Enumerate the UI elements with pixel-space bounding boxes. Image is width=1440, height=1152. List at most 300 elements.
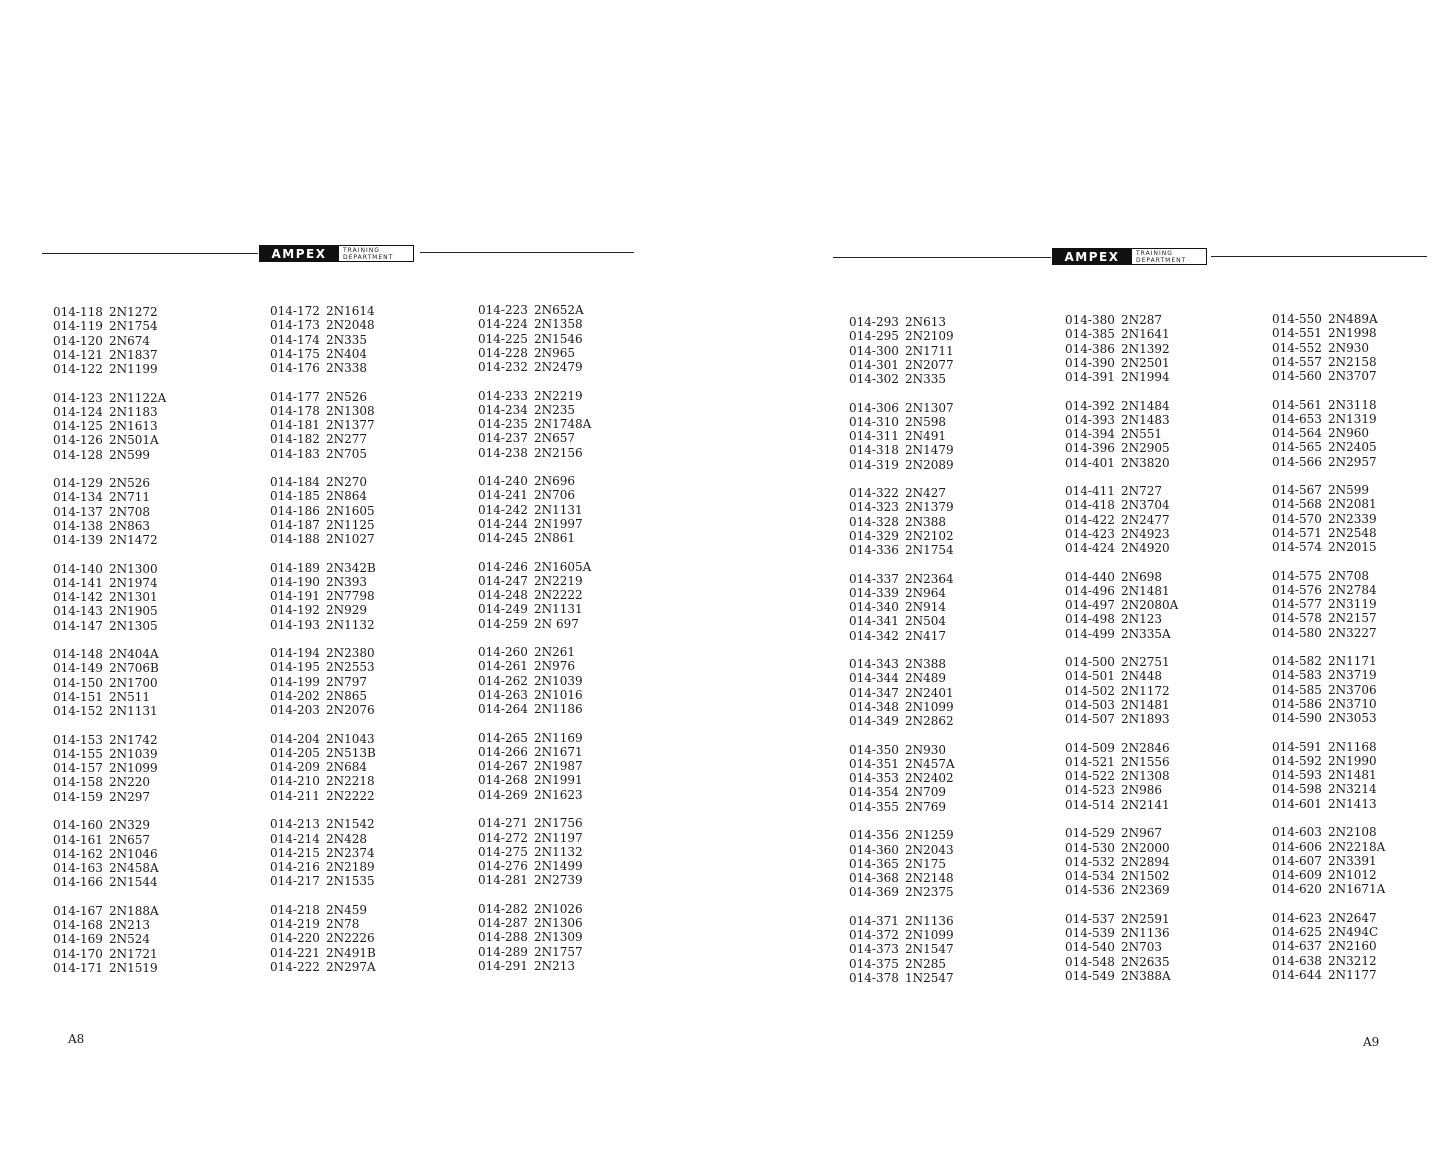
part-group <box>270 646 376 717</box>
part-row <box>478 945 591 959</box>
ampex-part-number: 014-218 <box>270 902 320 917</box>
ampex-part-number: 014-319 <box>849 457 899 472</box>
part-row <box>849 743 955 757</box>
ampex-part-number: 014-322 <box>849 486 899 501</box>
transistor-type: 2N1605A <box>534 559 592 574</box>
transistor-type: 2N513B <box>326 745 376 760</box>
transistor-type: 2N1535 <box>326 874 375 889</box>
part-row <box>849 700 955 714</box>
transistor-type: 2N2089 <box>905 457 954 472</box>
part-row <box>1065 841 1178 855</box>
ampex-part-number: 014-401 <box>1065 455 1115 470</box>
transistor-type: 2N3119 <box>1328 597 1377 612</box>
ampex-part-number: 014-497 <box>1065 598 1115 613</box>
part-row <box>478 303 591 317</box>
transistor-type: 2N213 <box>534 958 576 973</box>
ampex-part-number: 014-609 <box>1272 868 1322 883</box>
part-group <box>849 828 955 899</box>
ampex-part-number: 014-151 <box>53 689 103 704</box>
part-row <box>270 931 376 945</box>
part-row <box>1272 754 1385 768</box>
ampex-part-number: 014-522 <box>1065 769 1115 784</box>
part-row <box>478 602 591 616</box>
ampex-part-number: 014-422 <box>1065 512 1115 527</box>
ampex-part-number: 014-163 <box>53 861 103 876</box>
ampex-part-number: 014-244 <box>478 516 528 531</box>
ampex-part-number: 014-340 <box>849 600 899 615</box>
ampex-part-number: 014-560 <box>1272 369 1322 383</box>
part-row <box>849 871 955 885</box>
ampex-part-number: 014-169 <box>53 932 103 947</box>
ampex-part-number: 014-575 <box>1272 568 1322 583</box>
part-column-3 <box>478 303 591 987</box>
ampex-part-number: 014-245 <box>478 531 528 546</box>
ampex-part-number: 014-295 <box>849 329 899 344</box>
logo-subtitle <box>1132 248 1207 265</box>
ampex-part-number: 014-577 <box>1272 597 1322 612</box>
part-row <box>53 448 166 462</box>
ampex-part-number: 014-168 <box>53 918 103 933</box>
transistor-type: 2N2000 <box>1121 840 1170 855</box>
part-row <box>478 859 591 873</box>
transistor-type: 2N1754 <box>109 319 158 334</box>
transistor-type: 2N213 <box>109 918 151 933</box>
transistor-type: 2N727 <box>1121 484 1163 499</box>
part-row <box>1065 655 1178 669</box>
transistor-type: 2N526 <box>109 476 151 491</box>
ampex-part-number: 014-393 <box>1065 412 1115 427</box>
part-group <box>53 904 166 975</box>
transistor-type: 2N2109 <box>905 329 954 344</box>
part-row <box>478 332 591 346</box>
transistor-type: 2N1307 <box>905 400 954 415</box>
part-row <box>270 774 376 788</box>
ampex-part-number: 014-396 <box>1065 441 1115 456</box>
transistor-type: 2N1259 <box>905 828 954 843</box>
ampex-part-number: 014-174 <box>270 332 320 347</box>
transistor-type: 2N175 <box>905 856 947 871</box>
part-row <box>478 503 591 517</box>
part-row <box>849 971 955 985</box>
part-group <box>849 572 955 643</box>
transistor-type: 2N1301 <box>109 590 158 605</box>
ampex-part-number: 014-509 <box>1065 740 1115 755</box>
transistor-type: 2N459 <box>326 902 368 917</box>
transistor-type: 2N2380 <box>326 646 375 661</box>
part-row <box>478 831 591 845</box>
ampex-part-number: 014-318 <box>849 443 899 458</box>
part-row <box>1272 569 1385 583</box>
part-group <box>53 305 166 376</box>
page-number: A8 <box>68 1032 85 1046</box>
ampex-part-number: 014-372 <box>849 928 899 943</box>
ampex-part-number: 014-272 <box>478 830 528 845</box>
transistor-type: 2N1711 <box>905 343 954 358</box>
transistor-type: 2N489 <box>905 671 947 686</box>
part-row <box>53 419 166 433</box>
transistor-type: 2N657 <box>109 832 151 847</box>
header-rule-right <box>420 252 634 253</box>
part-row <box>1272 925 1385 939</box>
transistor-type: 2N652A <box>534 303 584 317</box>
ampex-part-number: 014-191 <box>270 589 320 604</box>
ampex-part-number: 014-261 <box>478 659 528 674</box>
part-row <box>1065 342 1178 356</box>
part-row <box>849 800 955 814</box>
ampex-part-number: 014-521 <box>1065 754 1115 769</box>
transistor-type: 2N865 <box>326 688 368 703</box>
part-row <box>478 317 591 331</box>
transistor-type: 2N2479 <box>534 360 583 374</box>
ampex-part-number: 014-142 <box>53 590 103 605</box>
ampex-part-number: 014-139 <box>53 533 103 548</box>
part-row <box>1065 955 1178 969</box>
transistor-type: 2N2369 <box>1121 883 1170 898</box>
ampex-part-number: 014-418 <box>1065 498 1115 513</box>
part-row <box>478 659 591 673</box>
ampex-part-number: 014-266 <box>478 744 528 759</box>
transistor-type: 2N709 <box>905 785 947 800</box>
ampex-part-number: 014-202 <box>270 688 320 703</box>
transistor-type: 2N1099 <box>905 928 954 943</box>
ampex-part-number: 014-138 <box>53 518 103 533</box>
ampex-part-number: 014-592 <box>1272 753 1322 768</box>
part-row <box>270 518 376 532</box>
transistor-type: 2N769 <box>905 799 947 814</box>
part-row <box>53 775 166 789</box>
transistor-type: 2N1183 <box>109 404 158 419</box>
part-row <box>478 488 591 502</box>
transistor-type: 2N388 <box>905 657 947 672</box>
part-row <box>1272 440 1385 454</box>
transistor-type: 2N1484 <box>1121 398 1170 413</box>
part-row <box>1065 413 1178 427</box>
transistor-type: 2N551 <box>1121 427 1163 442</box>
part-row <box>53 861 166 875</box>
transistor-type: 2N2375 <box>905 885 954 900</box>
part-row <box>53 319 166 333</box>
ampex-part-number: 014-601 <box>1272 796 1322 811</box>
ampex-part-number: 014-394 <box>1065 427 1115 442</box>
part-row <box>1272 825 1385 839</box>
ampex-part-number: 014-289 <box>478 944 528 959</box>
transistor-type: 2N1748A <box>534 417 592 432</box>
ampex-part-number: 014-262 <box>478 673 528 688</box>
part-row <box>1065 598 1178 612</box>
transistor-type: 2N1990 <box>1328 753 1377 768</box>
part-row <box>849 857 955 871</box>
part-row <box>1065 783 1178 797</box>
transistor-type: 2N1756 <box>534 816 583 831</box>
part-group <box>53 476 166 547</box>
part-row <box>1065 912 1178 926</box>
part-row <box>849 671 955 685</box>
ampex-part-number: 014-529 <box>1065 826 1115 841</box>
ampex-part-number: 014-268 <box>478 773 528 788</box>
ampex-part-number: 014-371 <box>849 913 899 928</box>
ampex-part-number: 014-129 <box>53 476 103 491</box>
part-group <box>1065 484 1178 555</box>
transistor-type: 2N1479 <box>905 443 954 458</box>
part-row <box>53 604 166 618</box>
transistor-type: 2N1043 <box>326 731 375 746</box>
ampex-part-number: 014-623 <box>1272 910 1322 925</box>
ampex-part-number: 014-234 <box>478 402 528 417</box>
part-row <box>1272 341 1385 355</box>
part-row <box>1065 969 1178 983</box>
ampex-part-number: 014-137 <box>53 504 103 519</box>
part-row <box>849 785 955 799</box>
part-row <box>1065 883 1178 897</box>
transistor-type: 2N1171 <box>1328 654 1377 669</box>
transistor-type: 2N599 <box>109 447 151 462</box>
transistor-type: 2N1991 <box>534 773 583 788</box>
part-row <box>849 372 955 386</box>
transistor-type: 2N1012 <box>1328 868 1377 883</box>
part-row <box>478 645 591 659</box>
part-row <box>1065 698 1178 712</box>
ampex-part-number: 014-514 <box>1065 797 1115 812</box>
ampex-part-number: 014-275 <box>478 844 528 859</box>
ampex-part-number: 014-178 <box>270 403 320 418</box>
transistor-type: 2N2364 <box>905 571 954 586</box>
ampex-part-number: 014-653 <box>1272 411 1322 426</box>
transistor-type: 2N1306 <box>534 916 583 931</box>
ampex-part-number: 014-173 <box>270 318 320 333</box>
transistor-type: 2N2905 <box>1121 441 1170 456</box>
ampex-logo <box>1052 248 1207 265</box>
transistor-type: 2N2081 <box>1328 497 1377 512</box>
ampex-part-number: 014-552 <box>1272 340 1322 355</box>
transistor-type: 2N1197 <box>534 830 583 845</box>
ampex-part-number: 014-241 <box>478 488 528 503</box>
transistor-type: 2N3704 <box>1121 498 1170 513</box>
transistor-type: 2N3710 <box>1328 696 1377 711</box>
transistor-type: 2N863 <box>109 518 151 533</box>
part-row <box>849 572 955 586</box>
ampex-part-number: 014-195 <box>270 660 320 675</box>
ampex-part-number: 014-329 <box>849 528 899 543</box>
part-row <box>478 959 591 973</box>
transistor-type: 2N2862 <box>905 714 954 729</box>
ampex-part-number: 014-237 <box>478 431 528 446</box>
ampex-part-number: 014-162 <box>53 846 103 861</box>
part-row <box>270 817 376 831</box>
ampex-part-number: 014-259 <box>478 616 528 631</box>
ampex-part-number: 014-373 <box>849 942 899 957</box>
part-row <box>849 657 955 671</box>
ampex-part-number: 014-247 <box>478 573 528 588</box>
part-row <box>478 788 591 802</box>
ampex-part-number: 014-140 <box>53 561 103 576</box>
transistor-type: 2N929 <box>326 603 368 618</box>
ampex-part-number: 014-155 <box>53 746 103 761</box>
part-row <box>478 403 591 417</box>
transistor-type: 2N598 <box>905 414 947 429</box>
ampex-part-number: 014-337 <box>849 571 899 586</box>
ampex-part-number: 014-341 <box>849 614 899 629</box>
part-row <box>1065 755 1178 769</box>
part-row <box>478 389 591 403</box>
transistor-type: 2N270 <box>326 475 368 490</box>
ampex-part-number: 014-222 <box>270 959 320 974</box>
ampex-part-number: 014-214 <box>270 831 320 846</box>
part-row <box>849 771 955 785</box>
transistor-type: 2N393 <box>326 574 368 589</box>
part-group <box>478 816 591 887</box>
transistor-type: 2N1837 <box>109 347 158 362</box>
ampex-part-number: 014-216 <box>270 860 320 875</box>
part-group <box>478 731 591 802</box>
ampex-part-number: 014-186 <box>270 503 320 518</box>
part-group <box>478 389 591 460</box>
ampex-part-number: 014-344 <box>849 671 899 686</box>
transistor-type: 2N599 <box>1328 483 1370 498</box>
part-row <box>1272 954 1385 968</box>
part-row <box>53 576 166 590</box>
transistor-type: 2N404 <box>326 346 368 361</box>
transistor-type: 2N297A <box>326 959 376 974</box>
part-row <box>478 674 591 688</box>
ampex-part-number: 014-118 <box>53 305 103 319</box>
ampex-part-number: 014-606 <box>1272 839 1322 854</box>
transistor-type: 1N2547 <box>905 970 954 985</box>
transistor-type: 2N2739 <box>534 873 583 888</box>
part-row <box>1065 399 1178 413</box>
header-rule-left <box>42 253 258 254</box>
part-row <box>478 417 591 431</box>
part-row <box>270 603 376 617</box>
part-row <box>270 432 376 446</box>
part-row <box>478 773 591 787</box>
transistor-type: 2N2405 <box>1328 440 1377 455</box>
part-row <box>849 828 955 842</box>
transistor-type: 2N448 <box>1121 669 1163 684</box>
ampex-part-number: 014-147 <box>53 618 103 633</box>
transistor-type: 2N3053 <box>1328 711 1377 726</box>
transistor-type: 2N1136 <box>905 913 954 928</box>
part-group <box>478 474 591 545</box>
transistor-type: 2N708 <box>1328 568 1370 583</box>
transistor-type: 2N1994 <box>1121 370 1170 384</box>
ampex-part-number: 014-192 <box>270 603 320 618</box>
part-row <box>478 902 591 916</box>
part-row <box>849 500 955 514</box>
ampex-part-number: 014-339 <box>849 585 899 600</box>
transistor-type: 2N2401 <box>905 685 954 700</box>
ampex-part-number: 014-566 <box>1272 454 1322 469</box>
part-row <box>1065 741 1178 755</box>
transistor-type: 2N1016 <box>534 687 583 702</box>
part-row <box>1272 939 1385 953</box>
part-group <box>53 647 166 718</box>
part-row <box>270 304 376 318</box>
part-row <box>1065 798 1178 812</box>
transistor-type: 2N4923 <box>1121 526 1170 541</box>
part-row <box>270 846 376 860</box>
transistor-type: 2N428 <box>326 831 368 846</box>
part-row <box>849 757 955 771</box>
part-row <box>849 686 955 700</box>
ampex-part-number: 014-353 <box>849 771 899 786</box>
part-row <box>270 390 376 404</box>
ampex-part-number: 014-355 <box>849 799 899 814</box>
ampex-part-number: 014-578 <box>1272 611 1322 626</box>
transistor-type: 2N1319 <box>1328 411 1377 426</box>
ampex-part-number: 014-224 <box>478 317 528 332</box>
transistor-type: 2N864 <box>326 489 368 504</box>
transistor-type: 2N1974 <box>109 575 158 590</box>
ampex-part-number: 014-134 <box>53 490 103 505</box>
ampex-part-number: 014-591 <box>1272 739 1322 754</box>
ampex-part-number: 014-161 <box>53 832 103 847</box>
transistor-type: 2N3391 <box>1328 853 1377 868</box>
part-row <box>270 903 376 917</box>
part-row <box>849 586 955 600</box>
transistor-type: 2N1413 <box>1328 796 1377 811</box>
transistor-type: 2N261 <box>534 645 576 660</box>
transistor-type: 2N2846 <box>1121 740 1170 755</box>
transistor-type: 2N1168 <box>1328 739 1377 754</box>
part-row <box>270 860 376 874</box>
transistor-type: 2N1544 <box>109 875 158 890</box>
ampex-part-number: 014-240 <box>478 474 528 489</box>
part-row <box>1065 926 1178 940</box>
part-row <box>1272 597 1385 611</box>
part-row <box>53 619 166 633</box>
ampex-part-number: 014-172 <box>270 304 320 318</box>
part-row <box>1065 855 1178 869</box>
part-row <box>1272 355 1385 369</box>
part-row <box>1272 497 1385 511</box>
part-row <box>53 562 166 576</box>
ampex-part-number: 014-181 <box>270 418 320 433</box>
ampex-part-number: 014-500 <box>1065 655 1115 670</box>
part-row <box>849 429 955 443</box>
part-row <box>849 629 955 643</box>
part-row <box>849 885 955 899</box>
transistor-type: 2N3706 <box>1328 682 1377 697</box>
transistor-type: 2N2219 <box>534 388 583 403</box>
part-column-3 <box>1272 312 1385 996</box>
transistor-type: 2N404A <box>109 647 159 662</box>
ampex-part-number: 014-160 <box>53 818 103 833</box>
part-group <box>270 817 376 888</box>
part-row <box>1272 768 1385 782</box>
part-row <box>53 947 166 961</box>
ampex-part-number: 014-593 <box>1272 768 1322 783</box>
transistor-type: 2N1132 <box>534 844 583 859</box>
ampex-part-number: 014-281 <box>478 873 528 888</box>
part-row <box>1065 669 1178 683</box>
ampex-part-number: 014-276 <box>478 859 528 874</box>
part-row <box>270 646 376 660</box>
transistor-type: 2N511 <box>109 689 151 704</box>
part-group <box>53 818 166 889</box>
part-group <box>1065 399 1178 470</box>
ampex-part-number: 014-184 <box>270 475 320 490</box>
ampex-part-number: 014-232 <box>478 360 528 374</box>
part-row <box>1272 483 1385 497</box>
ampex-part-number: 014-323 <box>849 500 899 515</box>
ampex-part-number: 014-189 <box>270 560 320 575</box>
ampex-part-number: 014-267 <box>478 759 528 774</box>
transistor-type: 2N220 <box>109 775 151 790</box>
transistor-type: 2N2077 <box>905 357 954 372</box>
ampex-part-number: 014-502 <box>1065 683 1115 698</box>
part-row <box>849 942 955 956</box>
ampex-part-number: 014-121 <box>53 347 103 362</box>
